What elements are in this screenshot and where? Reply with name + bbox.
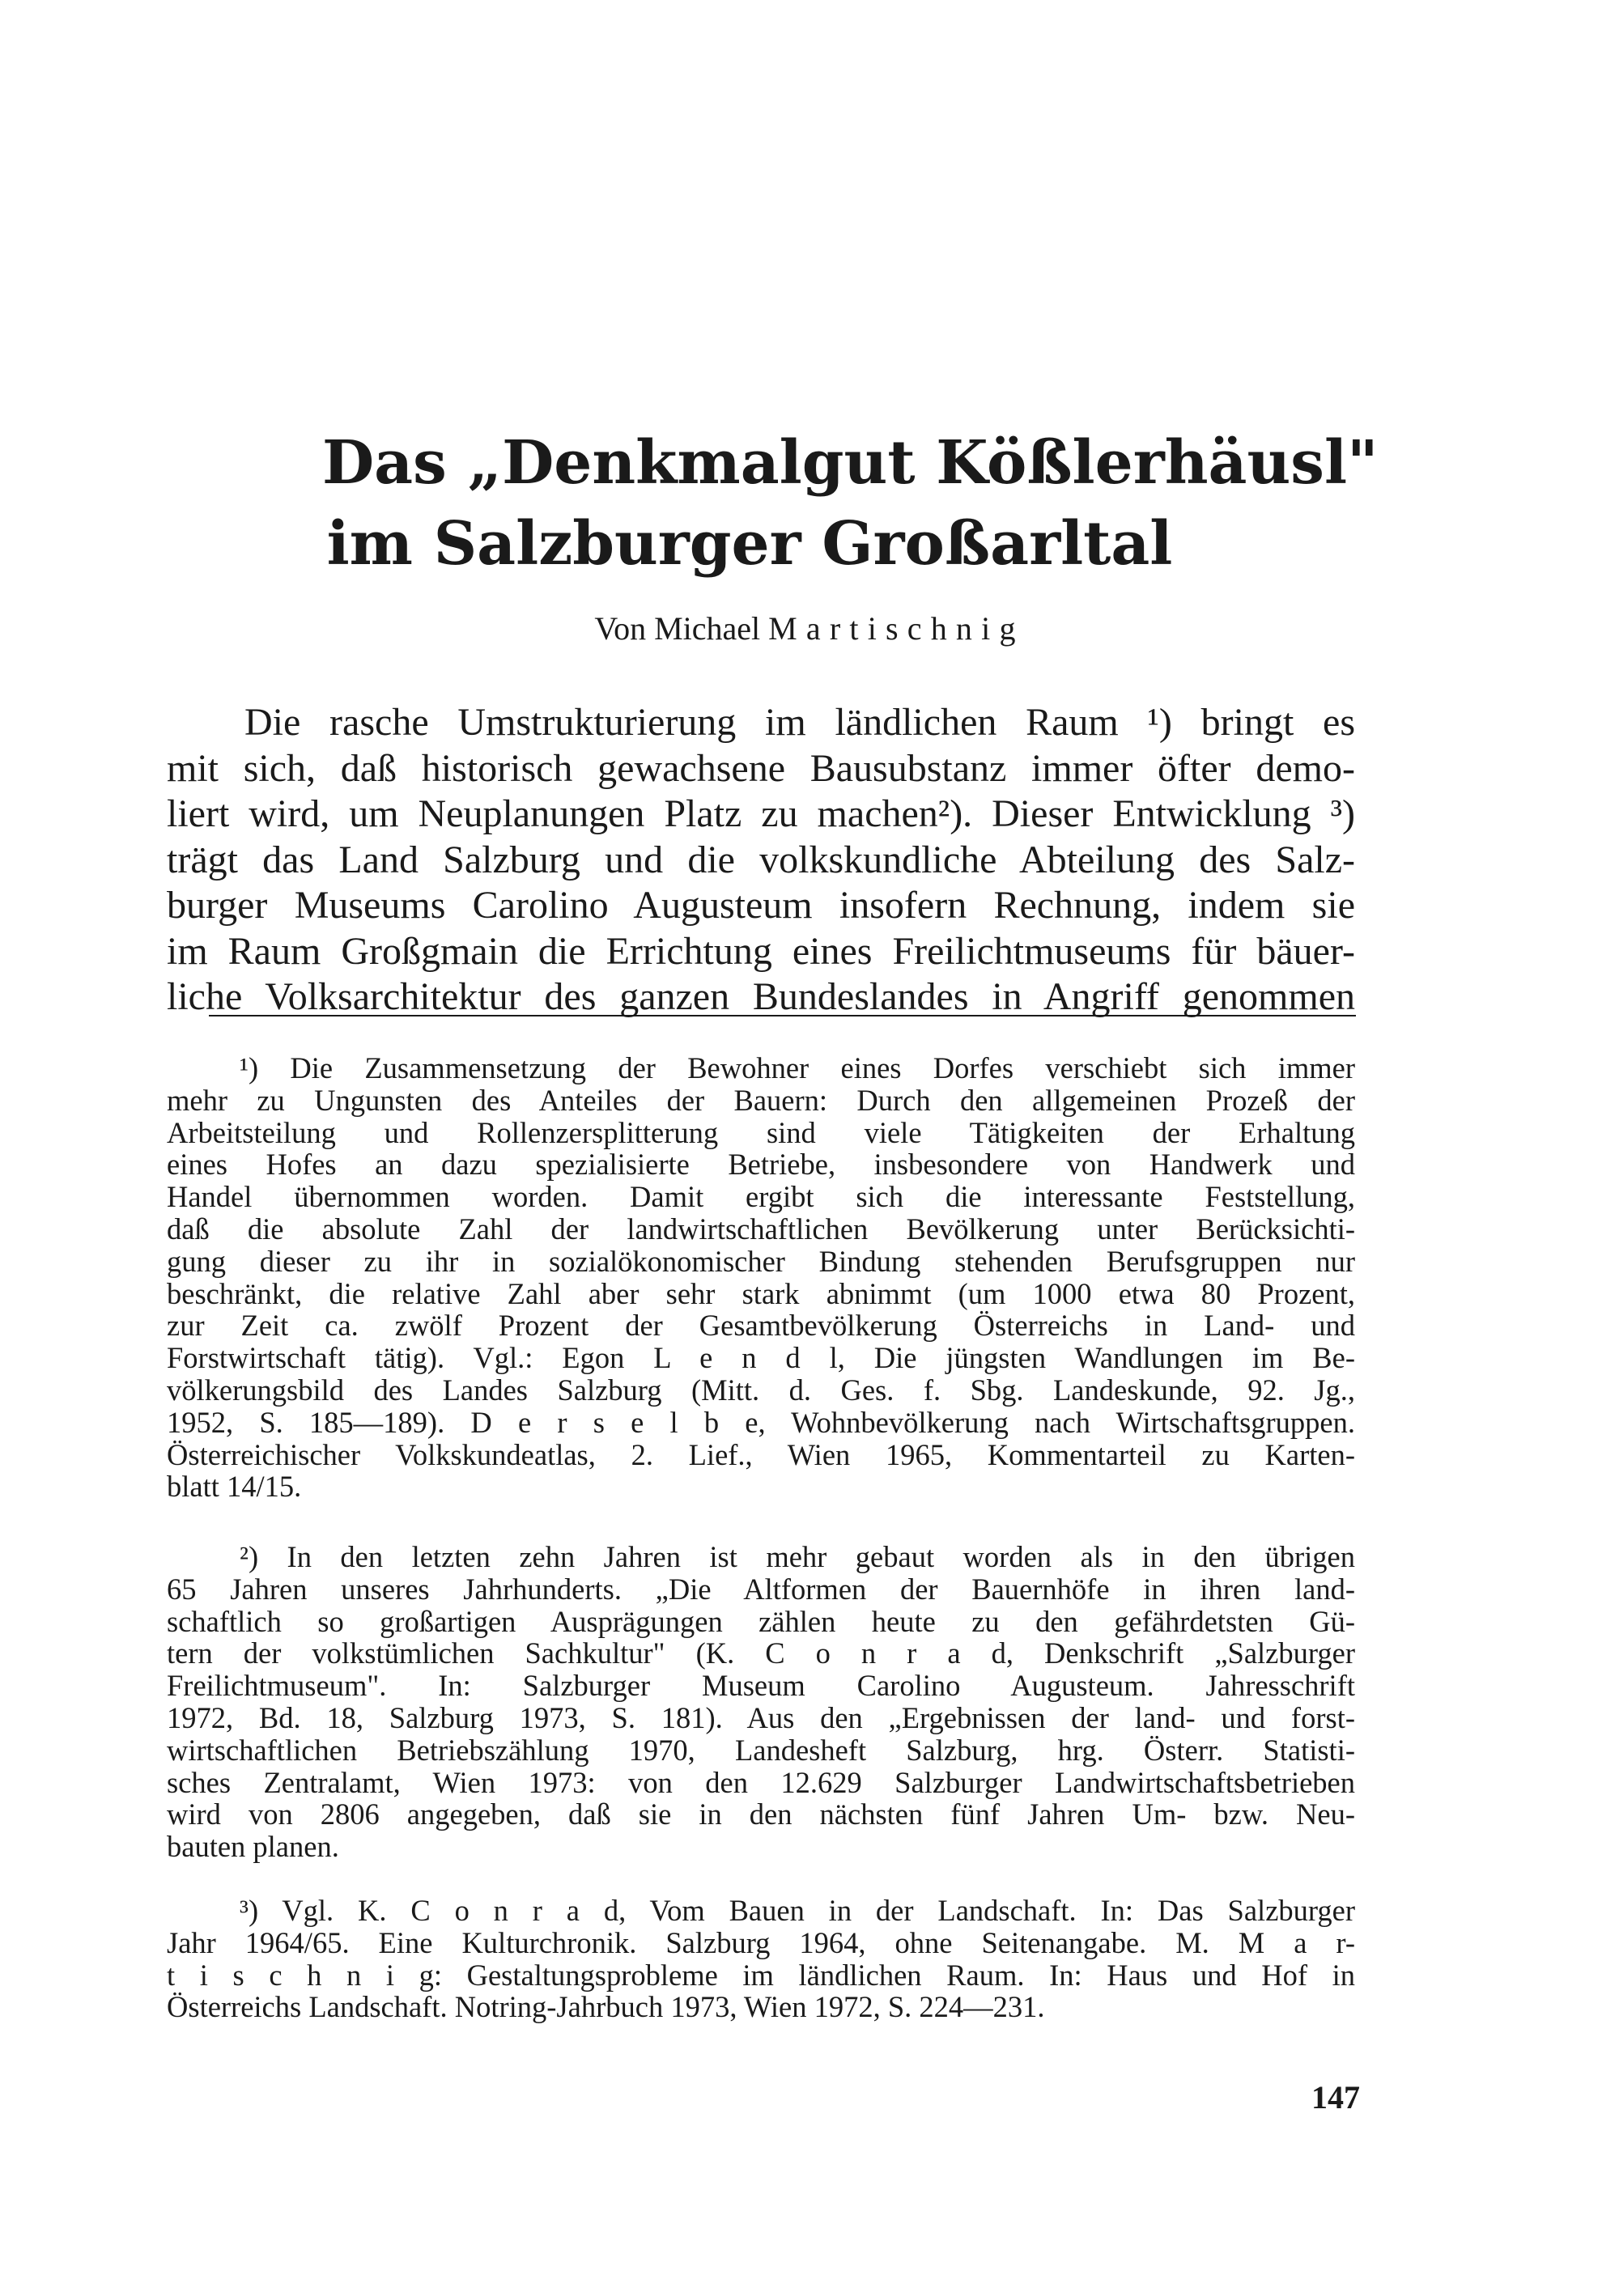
footnote-line: ¹) Die Zusammensetzung der Bewohner eines Dorfes verschiebt sich immer: [240, 1051, 1355, 1084]
author-surname: Martischnig: [768, 610, 1025, 647]
footnote-line: 1952, S. 185—189). D e r s e l b e, Wohnbevölkerung nach Wirtschaftsgruppen.: [167, 1405, 1355, 1439]
body-line: burger Museums Carolino Augusteum insofern Rechnung, indem sie: [167, 884, 1355, 927]
footnote-line: blatt 14/15.: [167, 1470, 302, 1504]
footnote-line: Jahr 1964/65. Eine Kulturchronik. Salzburg 1964, ohne Seitenangabe. M. M a r-: [167, 1925, 1355, 1959]
footnote-line: tern der volkstümlichen Sachkultur" (K. C o n r a d, Denkschrift „Salzburger: [167, 1636, 1355, 1670]
footnote-line: t i s c h n i g: Gestaltungsprobleme im ländlichen Raum. In: Haus und Hof in: [167, 1958, 1355, 1992]
body-line: liche Volksarchitektur des ganzen Bundeslandes in Angriff genommen: [167, 975, 1355, 1018]
footnote-line: gung dieser zu ihr in sozialökonomischer Bindung stehenden Berufsgruppen nur: [167, 1244, 1355, 1278]
footnote-line: Forstwirtschaft tätig). Vgl.: Egon L e n d l, Die jüngsten Wandlungen im Be-: [167, 1341, 1355, 1375]
footnote-3: [167, 1895, 1355, 2023]
title-line-1: Das „Denkmalgut Kößlerhäusl": [322, 428, 1379, 498]
footnote-line: 65 Jahren unseres Jahrhunderts. „Die Altformen der Bauernhöfe in ihren land-: [167, 1572, 1355, 1606]
body-text: [167, 700, 1355, 1021]
article-title: [322, 422, 1379, 584]
footnote-line: beschränkt, die relative Zahl aber sehr stark abnimmt (um 1000 etwa 80 Prozent,: [167, 1276, 1355, 1310]
body-line: mit sich, daß historisch gewachsene Bausubstanz immer öfter demo-: [167, 746, 1355, 790]
footnote-line: völkerungsbild des Landes Salzburg (Mitt. d. Ges. f. Sbg. Landeskunde, 92. Jg.,: [167, 1373, 1355, 1407]
footnote-line: ²) In den letzten zehn Jahren ist mehr gebaut worden als in den übrigen: [240, 1540, 1355, 1573]
author-prefix: Von Michael: [594, 610, 761, 647]
body-line: trägt das Land Salzburg und die volkskundliche Abteilung des Salz-: [167, 838, 1355, 881]
footnote-line: schaftlich so großartigen Ausprägungen zählen heute zu den gefährdetsten Gü-: [167, 1604, 1355, 1638]
footnote-line: sches Zentralamt, Wien 1973: von den 12.629 Salzburger Landwirtschaftsbetrieben: [167, 1765, 1355, 1799]
footnote-2: [167, 1541, 1355, 1863]
footnote-line: Freilichtmuseum". In: Salzburger Museum Carolino Augusteum. Jahresschrift: [167, 1669, 1355, 1703]
body-line: Die rasche Umstrukturierung im ländlichen Raum ¹) bringt es: [244, 701, 1355, 744]
footnote-line: Handel übernommen worden. Damit ergibt sich die interessante Feststellung,: [167, 1180, 1355, 1214]
body-line: liert wird, um Neuplanungen Platz zu machen²). Dieser Entwicklung ³): [167, 792, 1355, 835]
footnote-line: bauten planen.: [167, 1830, 339, 1864]
footnote-line: daß die absolute Zahl der landwirtschaftlichen Bevölkerung unter Berücksichti-: [167, 1212, 1355, 1246]
footnote-line: Arbeitsteilung und Rollenzersplitterung sind viele Tätigkeiten der Erhaltung: [167, 1115, 1355, 1149]
footnote-line: 1972, Bd. 18, Salzburg 1973, S. 181). Aus den „Ergebnissen der land- und forst-: [167, 1700, 1355, 1734]
body-line: im Raum Großgmain die Errichtung eines Freilichtmuseums für bäuer-: [167, 929, 1355, 973]
footnote-line: wirtschaftlichen Betriebszählung 1970, Landesheft Salzburg, hrg. Österr. Statisti-: [167, 1733, 1355, 1767]
footnote-divider: [209, 1015, 1356, 1016]
footnote-line: Österreichs Landschaft. Notring-Jahrbuch 1973, Wien 1972, S. 224—231.: [167, 1990, 1045, 2024]
footnote-line: zur Zeit ca. zwölf Prozent der Gesamtbevölkerung Österreichs in Land- und: [167, 1309, 1355, 1343]
footnote-line: mehr zu Ungunsten des Anteiles der Bauern: Durch den allgemeinen Prozeß der: [167, 1083, 1355, 1117]
footnote-line: Österreichischer Volkskundeatlas, 2. Lief., Wien 1965, Kommentarteil zu Karten-: [167, 1437, 1355, 1471]
footnote-line: ³) Vgl. K. C o n r a d, Vom Bauen in der Landschaft. In: Das Salzburger: [240, 1894, 1355, 1927]
footnote-1: [167, 1052, 1355, 1503]
page-number: 147: [1311, 2079, 1360, 2116]
footnote-line: eines Hofes an dazu spezialisierte Betriebe, insbesondere von Handwerk und: [167, 1148, 1355, 1182]
author-line: [0, 609, 1619, 649]
footnote-line: wird von 2806 angegeben, daß sie in den nächsten fünf Jahren Um- bzw. Neu-: [167, 1797, 1355, 1831]
title-line-2: im Salzburger Großarltal: [326, 509, 1173, 579]
